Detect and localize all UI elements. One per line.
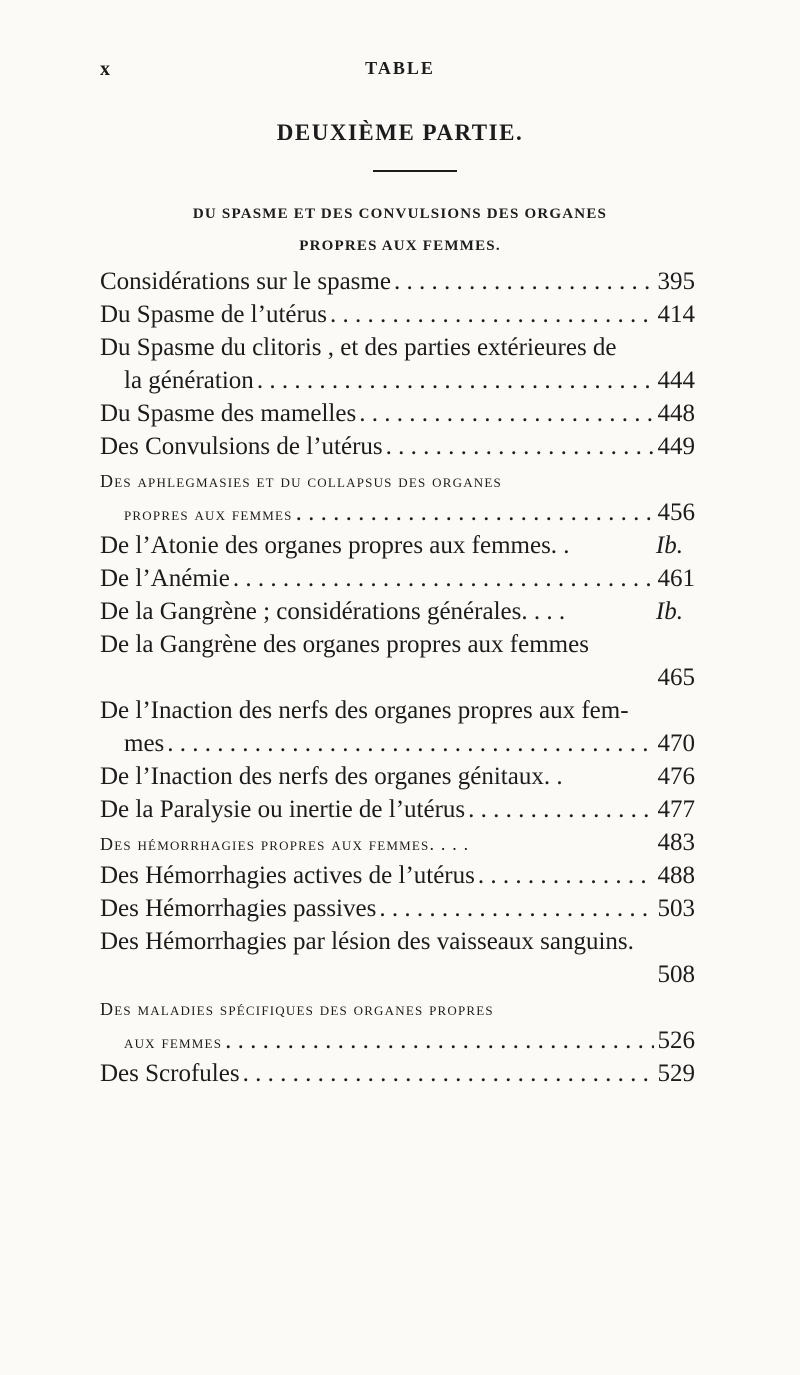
- toc-entry: [100, 595, 695, 628]
- toc-entry: [100, 331, 695, 364]
- toc-entry-text: Des aphlegmasies et du collapsus des organes: [100, 471, 502, 491]
- toc-page-number: 488: [657, 862, 695, 889]
- toc-entry-text: De la Gangrène des organes propres aux femmes: [100, 631, 589, 658]
- toc-page-number: 449: [657, 433, 695, 460]
- toc-entry: [100, 1057, 695, 1090]
- running-head: [100, 58, 700, 84]
- toc-entry: [100, 727, 695, 760]
- toc-entry: [100, 364, 695, 397]
- toc-page-number: 465: [657, 664, 695, 691]
- toc-entry-text: De l’Anémie: [100, 565, 230, 592]
- toc-entry: [100, 892, 695, 925]
- section-title-line-1: DU SPASME ET DES CONVULSIONS DES ORGANES: [192, 206, 608, 222]
- toc-page-number: Ib.: [655, 598, 683, 625]
- toc-entry: [100, 397, 695, 430]
- toc-entry-text: De la Gangrène ; considérations générales. . . .: [100, 598, 566, 625]
- toc-page-number: Ib.: [655, 532, 683, 559]
- toc-heading-entry: [100, 991, 695, 1024]
- toc-heading-entry: [100, 463, 695, 496]
- toc-entry-text: Des maladies spécifiques des organes propres: [100, 999, 494, 1019]
- toc-entry: [100, 793, 695, 826]
- toc-entry: [100, 661, 695, 694]
- toc-heading-entry: [100, 1024, 695, 1057]
- dot-leader: [383, 430, 654, 463]
- toc-entry-text: De l’Inaction des nerfs des organes propres aux fem-: [100, 697, 629, 724]
- toc-entry: [100, 694, 695, 727]
- part-title: DEUXIÈME PARTIE.: [276, 120, 524, 145]
- dot-leader: [222, 1024, 653, 1057]
- toc-entry: [100, 859, 695, 892]
- toc-entry-text: propres aux femmes: [124, 504, 293, 524]
- toc-entry: [100, 562, 695, 595]
- dot-leader: [376, 892, 653, 925]
- toc-entry-text: la génération: [124, 367, 254, 394]
- toc-entry-text: mes: [124, 730, 165, 757]
- page-number: x: [100, 58, 110, 80]
- toc-page-number: 483: [657, 829, 695, 856]
- toc-entry: [100, 430, 695, 463]
- toc-entry-text: Des Hémorrhagies actives de l’utérus: [100, 862, 475, 889]
- toc-entry-text: Des hémorrhagies propres aux femmes. . . .: [100, 834, 470, 854]
- toc-entry: [100, 529, 695, 562]
- dot-leader: [475, 859, 654, 892]
- table-of-contents: [100, 265, 695, 1090]
- toc-entry-text: aux femmes: [124, 1032, 223, 1052]
- toc-entry-text: Des Scrofules: [100, 1060, 240, 1087]
- toc-page-number: 444: [657, 367, 695, 394]
- dot-leader: [164, 727, 653, 760]
- toc-page-number: 395: [657, 268, 695, 295]
- toc-page-number: 526: [657, 1027, 695, 1054]
- toc-entry-text: Du Spasme des mamelles: [100, 400, 357, 427]
- toc-entry-text: Des Hémorrhagies passives: [100, 895, 377, 922]
- toc-entry-text: Des Convulsions de l’utérus: [100, 433, 383, 460]
- dot-leader: [356, 397, 653, 430]
- toc-entry-text: Des Hémorrhagies par lésion des vaisseaux sanguins.: [100, 928, 634, 955]
- toc-page-number: 477: [657, 796, 695, 823]
- toc-page-number: 470: [657, 730, 695, 757]
- toc-entry: [100, 298, 695, 331]
- toc-page-number: 448: [657, 400, 695, 427]
- title-rule: [373, 170, 457, 172]
- toc-entry-text: Du Spasme du clitoris , et des parties extérieures de: [100, 334, 617, 361]
- toc-page-number: 508: [657, 961, 695, 988]
- toc-page-number: 476: [657, 763, 695, 790]
- dot-leader: [240, 1057, 654, 1090]
- toc-entry: [100, 265, 695, 298]
- toc-page-number: 461: [657, 565, 695, 592]
- dot-leader: [327, 298, 653, 331]
- toc-page-number: 503: [657, 895, 695, 922]
- toc-heading-entry: [100, 496, 695, 529]
- toc-entry-text: De l’Inaction des nerfs des organes génitaux. .: [100, 763, 563, 790]
- toc-entry: [100, 760, 695, 793]
- toc-entry-text: De la Paralysie ou inertie de l’utérus: [100, 796, 466, 823]
- section-title-line-2: PROPRES AUX FEMMES.: [299, 238, 501, 254]
- toc-heading-entry: [100, 826, 695, 859]
- dot-leader: [230, 562, 654, 595]
- toc-entry: [100, 958, 695, 991]
- running-title: TABLE: [365, 58, 435, 78]
- toc-entry: [100, 628, 695, 661]
- toc-entry-text: De l’Atonie des organes propres aux femmes. .: [100, 532, 570, 559]
- toc-page-number: 414: [657, 301, 695, 328]
- dot-leader: [391, 265, 654, 298]
- toc-page-number: 456: [657, 499, 695, 526]
- toc-entry-text: Considérations sur le spasme: [100, 268, 391, 295]
- toc-page-number: 529: [657, 1060, 695, 1087]
- toc-entry-text: Du Spasme de l’utérus: [100, 301, 328, 328]
- dot-leader: [293, 496, 654, 529]
- toc-entry: [100, 925, 695, 958]
- dot-leader: [254, 364, 654, 397]
- dot-leader: [465, 793, 653, 826]
- section-title: [80, 198, 720, 262]
